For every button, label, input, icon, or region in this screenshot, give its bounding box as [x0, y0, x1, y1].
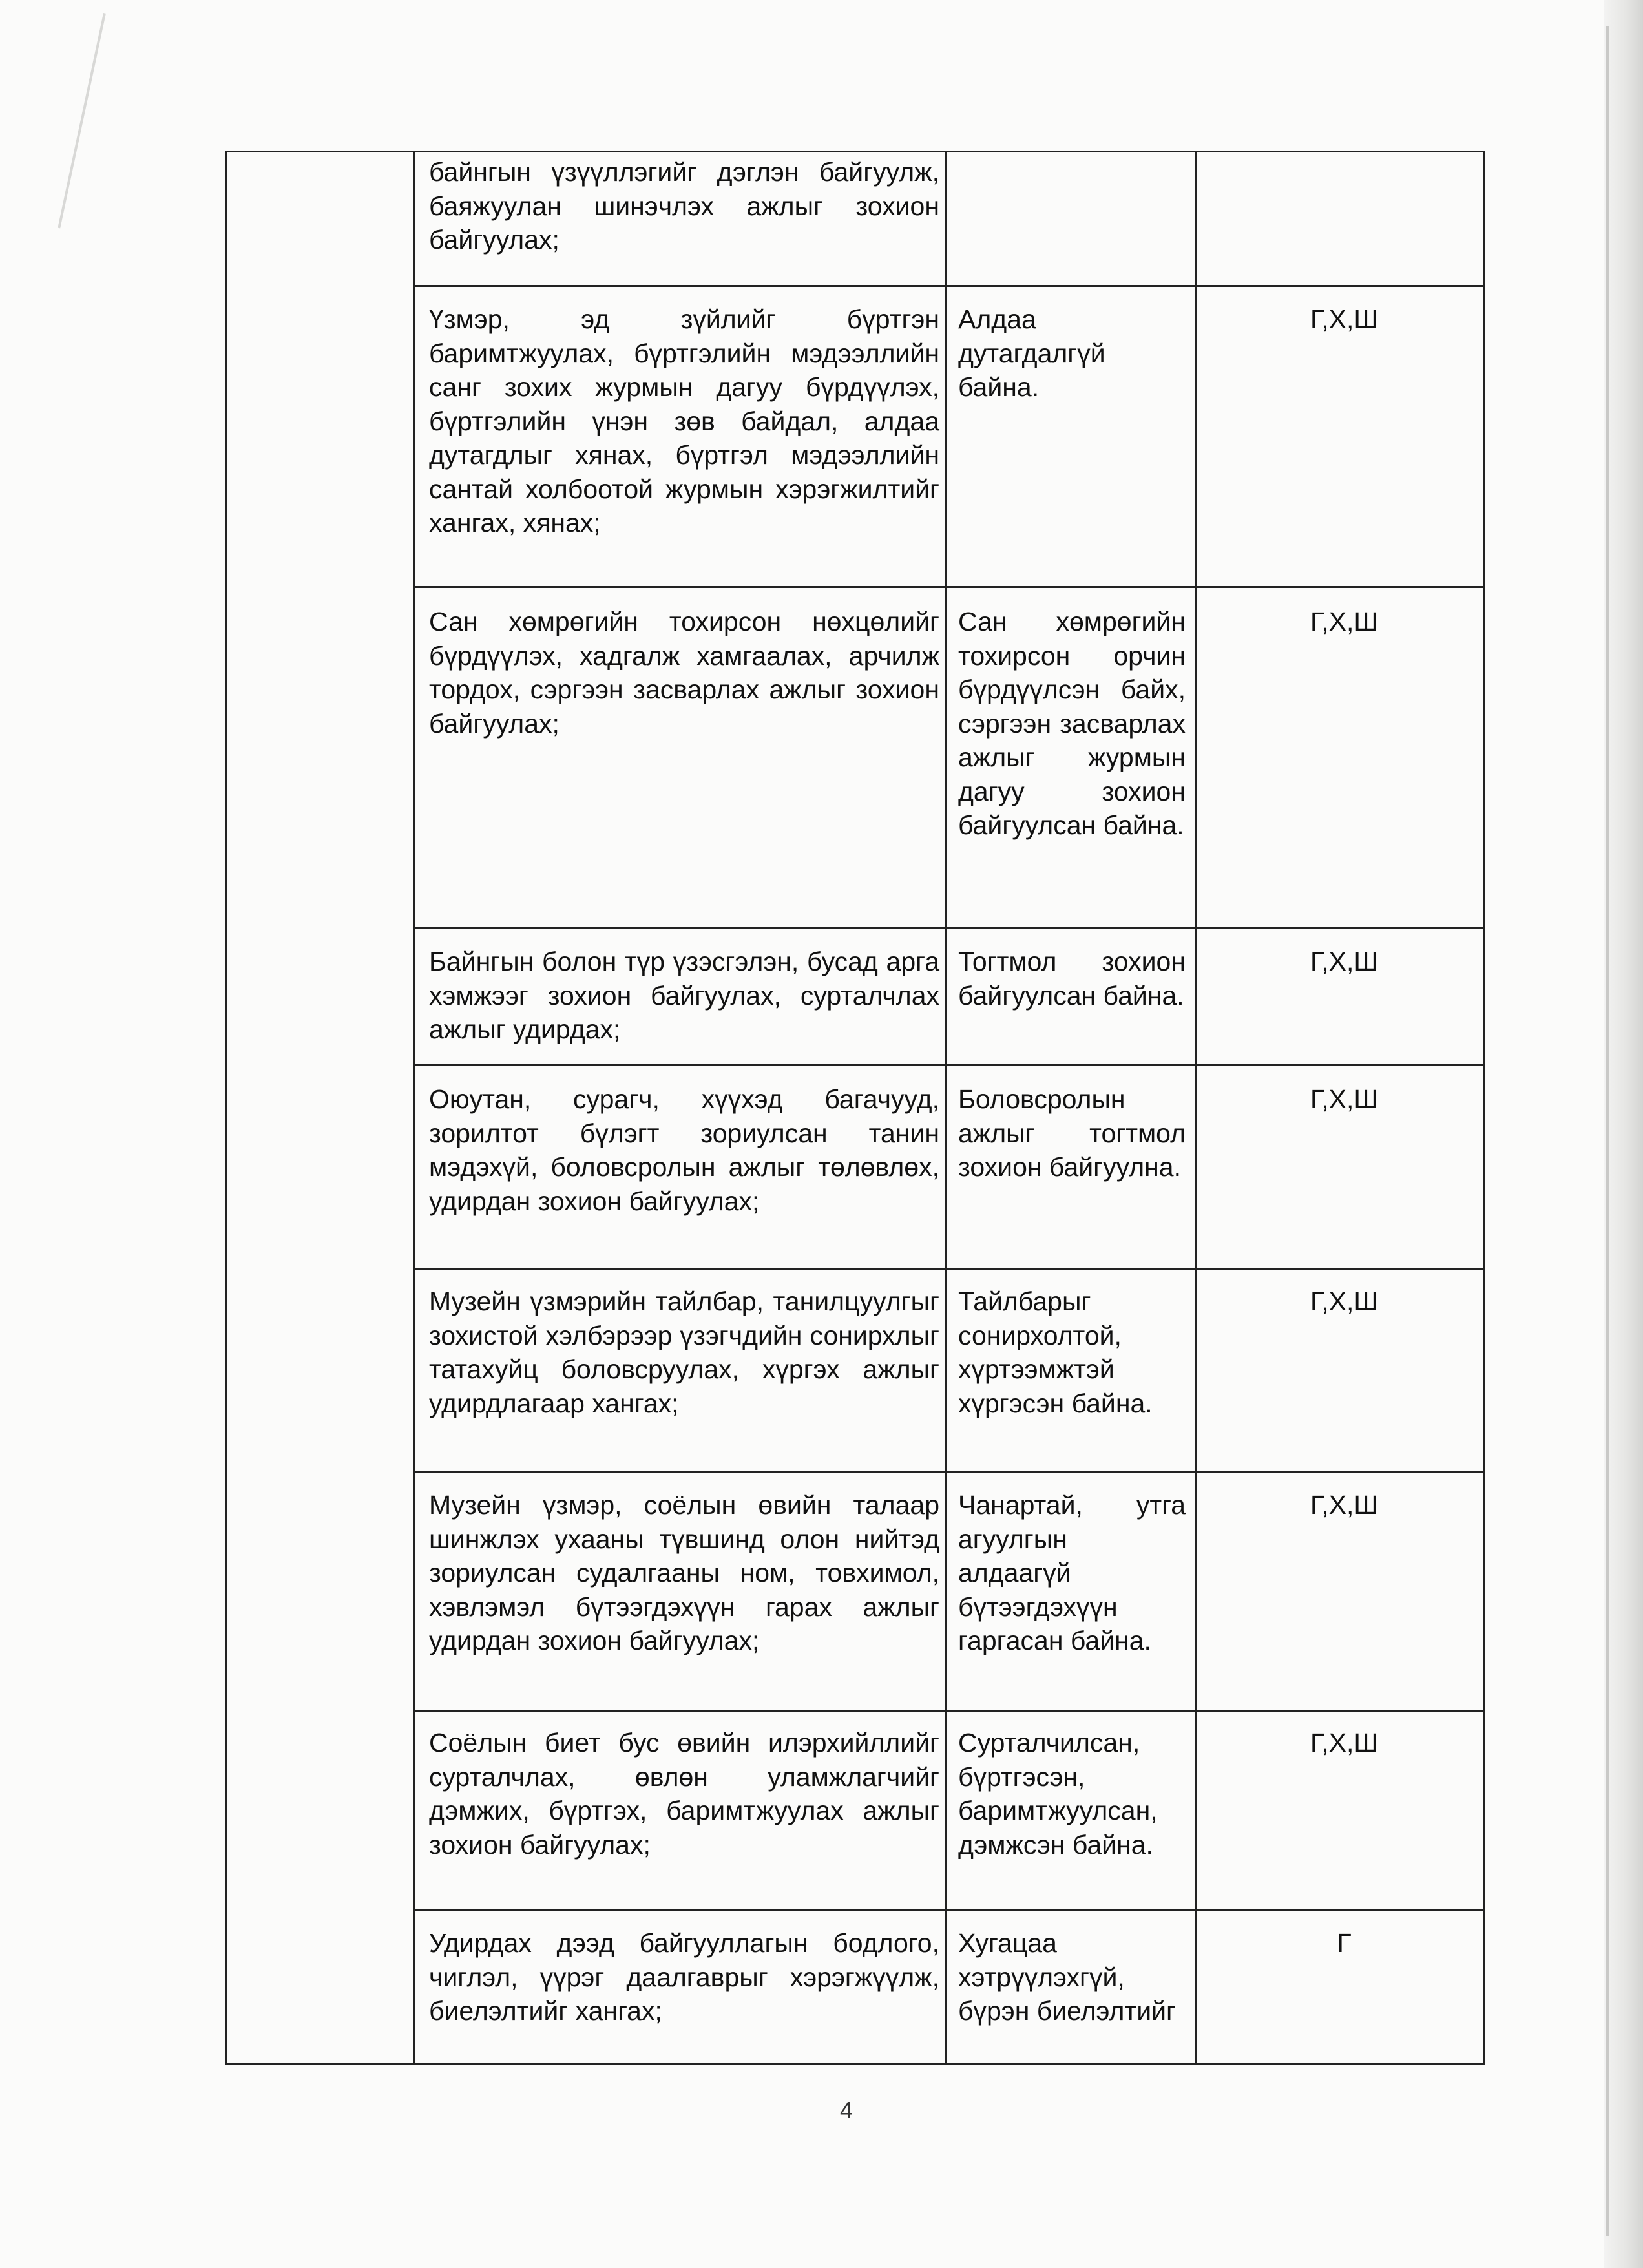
activity-cell: Удирдах дээд байгууллагын бодлого, чиглэл, үүрэг даалгаврыг хэрэгжүүлж, биелэлтийг хангах;: [429, 1928, 939, 2026]
activity-cell: байнгын үзүүллэгийг дэглэн байгуулж, баяжуулан шинэчлэх ажлыг зохион байгуулах;: [429, 157, 939, 255]
page-edge-shadow: [1604, 0, 1643, 2268]
code-cell: Г: [1337, 1928, 1352, 1958]
criteria-cell: Тогтмол зохион байгуулсан байна.: [958, 947, 1186, 1011]
code-cell: Г,Х,Ш: [1310, 1490, 1378, 1520]
activity-cell: Сан хөмрөгийн тохирсон нөхцөлийг бүрдүүлэх, хадгалж хамгаалах, арчилж тордох, сэргээн засварлах ажлыг зохион байгуулах;: [429, 607, 939, 739]
row-divider: [415, 927, 1483, 929]
column-divider: [1195, 152, 1197, 2063]
code-cell: Г,Х,Ш: [1310, 947, 1378, 976]
code-cell: Г,Х,Ш: [1310, 304, 1378, 334]
criteria-cell: Тайлбарыг сонирхолтой, хүртээмжтэй хүргэсэн байна.: [958, 1286, 1153, 1418]
page-number: 4: [840, 2097, 853, 2123]
criteria-cell: Сурталчилсан, бүртгэсэн, баримтжуулсан, дэмжсэн байна.: [958, 1728, 1158, 1860]
activity-cell: Музейн үзмэр, соёлын өвийн талаар шинжлэх ухааны түвшинд олон нийтэд зориулсан судалгааны ном, товхимол, хэвлэмэл бүтээгдэхүүн гарах ажлыг удирдан зохион байгуулах;: [429, 1490, 939, 1655]
criteria-cell: Боловсролын ажлыг тогтмол зохион байгуулна.: [958, 1084, 1186, 1182]
code-cell: Г,Х,Ш: [1310, 1084, 1378, 1114]
code-cell: Г,Х,Ш: [1310, 607, 1378, 636]
scan-artifact: [58, 13, 106, 228]
activity-cell: Үзмэр, эд зүйлийг бүртгэн баримтжуулах, бүртгэлийн мэдээллийн санг зохих журмын дагуу бүрдүүлэх, бүртгэлийн үнэн зөв байдал, алдаа дутагдлыг хянах, бүртгэл мэдээллийн сантай холбоотой журмын хэрэгжилтийг хангах, хянах;: [429, 304, 939, 538]
activity-cell: Музейн үзмэрийн тайлбар, танилцуулгыг зохистой хэлбэрээр үзэгчдийн сонирхлыг татахуйц боловсруулах, хүргэх ажлыг удирдлагаар хангах;: [429, 1286, 939, 1418]
activity-cell: Соёлын биет бус өвийн илэрхийллийг сурталчлах, өвлөн уламжлагчийг дэмжих, бүртгэх, баримтжуулах ажлыг зохион байгуулах;: [429, 1728, 939, 1860]
row-divider: [415, 1471, 1483, 1473]
criteria-cell: Сан хөмрөгийн тохирсон орчин бүрдүүлсэн байх, сэргээн засварлах ажлыг журмын дагуу зохион байгуулсан байна.: [958, 607, 1186, 840]
row-divider: [415, 1909, 1483, 1911]
row-divider: [415, 1710, 1483, 1712]
page-edge-line: [1606, 26, 1609, 2236]
row-divider: [415, 586, 1483, 588]
column-divider: [413, 152, 415, 2063]
criteria-cell: Хугацаа хэтрүүлэхгүй, бүрэн биелэлтийг: [958, 1928, 1176, 2026]
criteria-cell: Алдаа дутагдалгүй байна.: [958, 304, 1105, 402]
row-divider: [415, 1268, 1483, 1270]
activity-cell: Байнгын болон түр үзэсгэлэн, бусад арга хэмжээг зохион байгуулах, сурталчлах ажлыг удирдах;: [429, 947, 939, 1044]
code-cell: Г,Х,Ш: [1310, 1286, 1378, 1316]
row-divider: [415, 285, 1483, 287]
column-divider: [945, 152, 947, 2063]
code-cell: Г,Х,Ш: [1310, 1728, 1378, 1758]
responsibilities-table: [225, 151, 1485, 2065]
criteria-cell: Чанартай, утга агуулгын алдаагүй бүтээгдэхүүн гаргасан байна.: [958, 1490, 1186, 1655]
activity-cell: Оюутан, сурагч, хүүхэд багачууд, зорилтот бүлэгт зориулсан танин мэдэхүй, боловсролын ажлыг төлөвлөх, удирдан зохион байгуулах;: [429, 1084, 939, 1216]
row-divider: [415, 1064, 1483, 1066]
